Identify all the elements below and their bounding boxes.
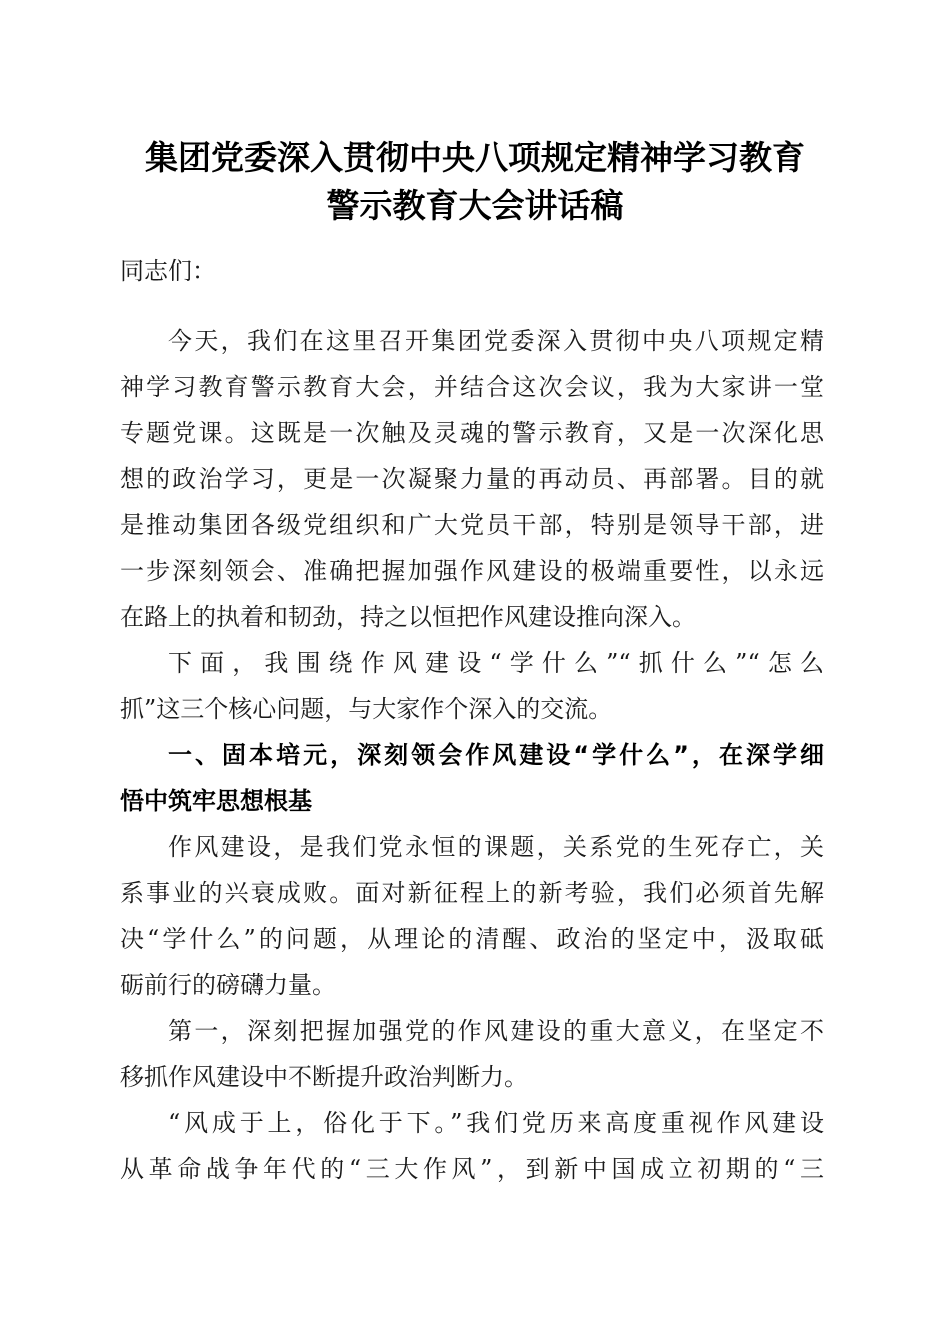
paragraph-4-line: 移抓作风建设中不断提升政治判断力。 <box>120 1063 528 1091</box>
paragraph-1-line: 在路上的执着和韧劲，持之以恒把作风建设推向深入。 <box>120 603 696 631</box>
paragraph-3-line: 作风建设，是我们党永恒的课题，关系党的生死存亡，关 <box>168 833 824 861</box>
salutation: 同志们： <box>120 257 216 285</box>
document-title-line-2: 警示教育大会讲话稿 <box>326 186 624 225</box>
paragraph-1-line: 想的政治学习，更是一次凝聚力量的再动员、再部署。目的就 <box>120 465 824 493</box>
paragraph-1-line: 今天，我们在这里召开集团党委深入贯彻中央八项规定精 <box>168 327 824 355</box>
paragraph-3-line: 砺前行的磅礴力量。 <box>120 971 336 999</box>
document-title-line-1: 集团党委深入贯彻中央八项规定精神学习教育 <box>145 138 805 177</box>
section-heading-1: 悟中筑牢思想根基 <box>120 787 312 815</box>
paragraph-1-line: 专题党课。这既是一次触及灵魂的警示教育，又是一次深化思 <box>120 419 824 447</box>
paragraph-4-line: 第一，深刻把握加强党的作风建设的重大意义，在坚定不 <box>168 1017 824 1045</box>
paragraph-3-line: 系事业的兴衰成败。面对新征程上的新考验，我们必须首先解 <box>120 879 824 907</box>
paragraph-5-line: 从革命战争年代的“三大作风”，到新中国成立初期的“三 <box>120 1155 824 1183</box>
paragraph-3-line: 决“学什么”的问题，从理论的清醒、政治的坚定中，汲取砥 <box>120 925 824 953</box>
paragraph-1-line: 神学习教育警示教育大会，并结合这次会议，我为大家讲一堂 <box>120 373 824 401</box>
paragraph-1-line: 一步深刻领会、准确把握加强作风建设的极端重要性，以永远 <box>120 557 824 585</box>
paragraph-5-line: “风成于上，俗化于下。”我们党历来高度重视作风建设 <box>168 1109 824 1137</box>
paragraph-1-line: 是推动集团各级党组织和广大党员干部，特别是领导干部，进 <box>120 511 824 539</box>
paragraph-2-line: 抓”这三个核心问题，与大家作个深入的交流。 <box>120 695 613 723</box>
section-heading-1: 一、固本培元，深刻领会作风建设“学什么”，在深学细 <box>168 741 824 769</box>
paragraph-2-line: 下面，我围绕作风建设“学什么”“抓什么”“怎么 <box>168 649 824 677</box>
